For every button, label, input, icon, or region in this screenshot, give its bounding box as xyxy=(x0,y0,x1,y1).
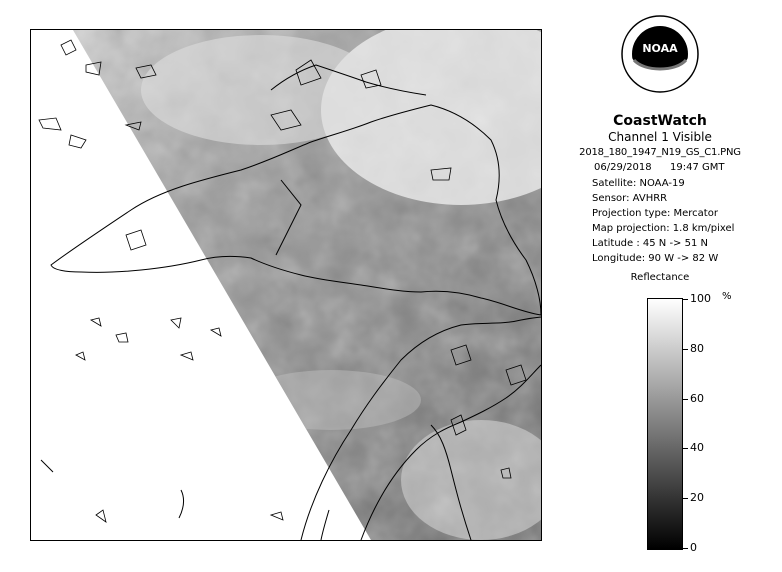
colorbar-tick-label: 0 xyxy=(690,541,697,554)
filename-label: 2018_180_1947_N19_GS_C1.PNG xyxy=(579,147,741,158)
app-title: CoastWatch xyxy=(613,113,707,129)
colorbar-tick-label: 20 xyxy=(690,491,704,505)
colorbar-tick-label: 40 xyxy=(690,441,704,455)
latitude-label: Latitude : 45 N -> 51 N xyxy=(592,238,708,249)
sensor-label: Sensor: AVHRR xyxy=(592,193,668,204)
colorbar-tick-label: 60 xyxy=(690,391,704,405)
map-svg xyxy=(31,30,541,540)
projection-type-label: Projection type: Mercator xyxy=(592,208,718,219)
colorbar-tick xyxy=(683,498,688,499)
satellite-map xyxy=(30,29,542,541)
satellite-label: Satellite: NOAA-19 xyxy=(592,178,685,189)
longitude-label: Longitude: 90 W -> 82 W xyxy=(592,253,719,264)
colorbar-tick xyxy=(683,349,688,350)
colorbar-tick xyxy=(683,399,688,400)
noaa-logo xyxy=(620,14,700,94)
colorbar-tick xyxy=(683,548,688,549)
colorbar-tick xyxy=(683,448,688,449)
date-time-line xyxy=(594,162,725,173)
colorbar-tick xyxy=(683,299,688,300)
colorbar-title: Reflectance xyxy=(630,272,690,283)
time-value: 19:47 GMT xyxy=(670,162,725,173)
colorbar-unit: % xyxy=(722,291,732,302)
channel-label: Channel 1 Visible xyxy=(608,130,712,144)
reflectance-colorbar xyxy=(647,298,683,550)
colorbar-tick-label: 100 xyxy=(690,292,711,305)
date-value: 06/29/2018 xyxy=(594,162,652,173)
colorbar-tick-label: 80 xyxy=(690,341,704,355)
map-projection-label: Map projection: 1.8 km/pixel xyxy=(592,223,735,234)
cloud-mass xyxy=(141,35,381,145)
logo-text: NOAA xyxy=(642,42,678,55)
